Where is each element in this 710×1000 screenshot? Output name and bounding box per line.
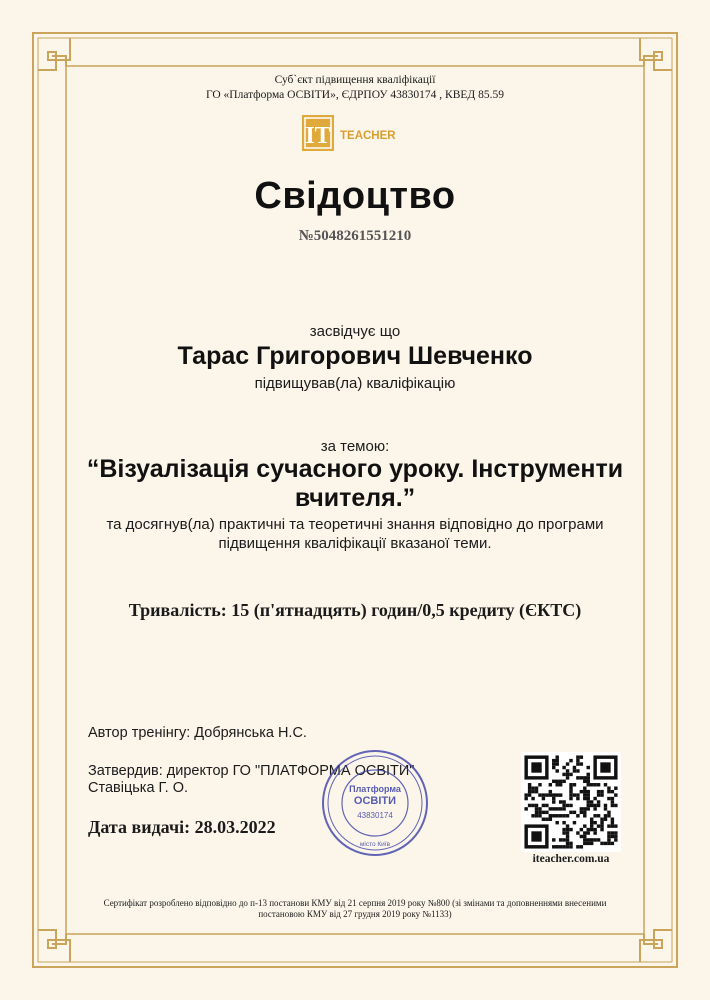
svg-text:Платформа: Платформа: [349, 784, 401, 794]
course-duration: Тривалість: 15 (п'ятнадцять) годин/0,5 кредиту (ЄКТС): [128, 600, 582, 620]
qualification-text: підвищував(ла) кваліфікацію: [254, 375, 456, 392]
director-name: Ставіцька Г. О.: [88, 780, 188, 796]
qr-code[interactable]: [521, 752, 621, 852]
training-author: Автор тренінгу: Добрянська Н.С.: [88, 725, 307, 741]
iteacher-logo: [300, 113, 410, 153]
svg-text:43830174: 43830174: [357, 811, 393, 820]
issue-date: Дата видачі: 28.03.2022: [88, 817, 276, 837]
svg-text:місто Київ: місто Київ: [359, 841, 391, 848]
svg-text:TEACHER: TEACHER: [340, 130, 396, 142]
recipient-name: Тарас Григорович Шевченко: [177, 342, 533, 370]
certificate-title: Свідоцтво: [254, 175, 456, 217]
svg-text:IT: IT: [305, 123, 331, 149]
topic-label: за темою:: [320, 438, 390, 455]
svg-text:ОСВІТИ: ОСВІТИ: [353, 795, 397, 807]
certificate-number: №5048261551210: [298, 228, 412, 244]
legal-footnote: Сертифікат розроблено відповідно до п-13 постанови КМУ від 21 серпня 2019 року №800 (зі змінами та доповненнями внесеними постановою КМУ від 27 грудня 2019 року №1133): [103, 898, 607, 919]
achievement-text: та досягнув(ла) практичні та теоретичні знання відповідно до програми підвищення кваліфікації вказаної теми.: [106, 516, 604, 552]
website-link[interactable]: iteacher.com.ua: [532, 853, 610, 865]
approved-by: Затвердив: директор ГО "ПЛАТФОРМА ОСВІТИ": [88, 763, 415, 779]
issuer-line-1: Суб`єкт підвищення кваліфікації: [274, 74, 436, 86]
issuer-line-2: ГО «Платформа ОСВІТИ», ЄДРПОУ 43830174 , КВЕД 85.59: [206, 89, 504, 101]
official-stamp: [320, 748, 430, 858]
course-topic: “Візуалізація сучасного уроку. Інструменти вчителя.”: [86, 455, 624, 512]
certifies-text: засвідчує що: [309, 323, 401, 340]
